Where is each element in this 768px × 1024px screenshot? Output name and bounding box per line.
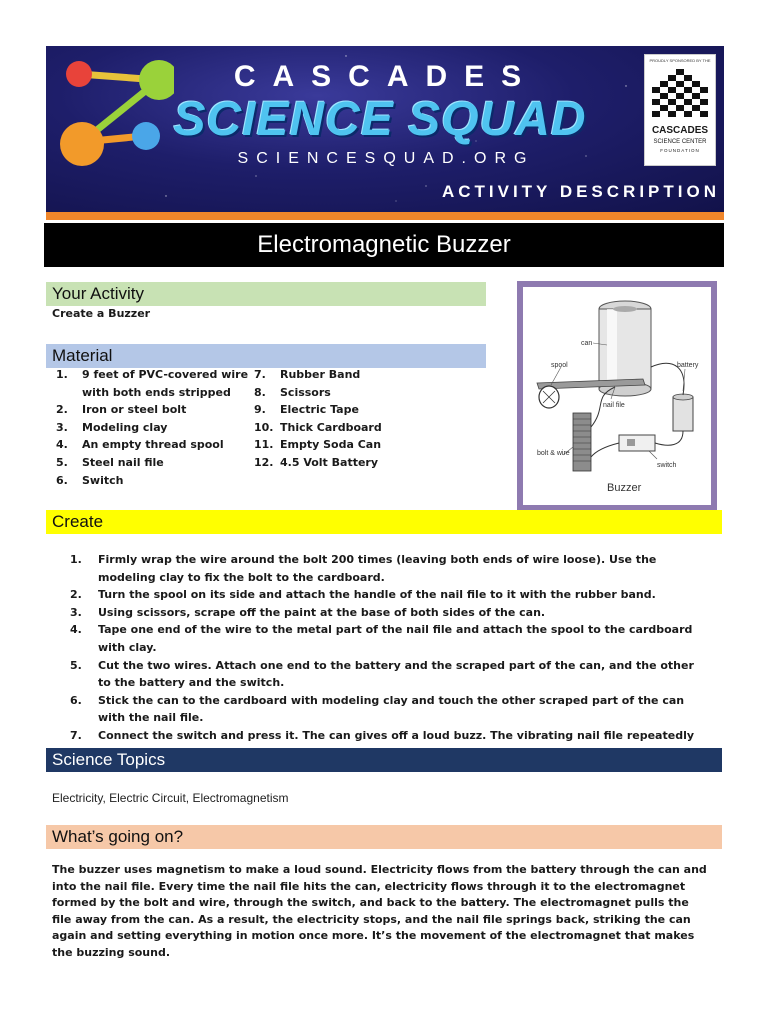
item-text: 9 feet of PVC-covered wire with both ends stripped bbox=[82, 368, 249, 399]
list-item bbox=[254, 436, 454, 454]
list-item bbox=[56, 366, 256, 401]
item-text: Steel nail file bbox=[82, 455, 164, 469]
step-text: Tape one end of the wire to the metal part of the nail file and attach the spool to the cardboard with clay. bbox=[98, 623, 693, 654]
list-item bbox=[70, 692, 710, 727]
sponsor-sub: SCIENCE CENTER bbox=[653, 139, 707, 145]
item-number: 2. bbox=[56, 403, 68, 417]
list-item bbox=[254, 454, 454, 472]
brand-title: SCIENCE SQUAD bbox=[173, 93, 587, 146]
item-number: 10. bbox=[254, 420, 274, 434]
whats-going-on-text: The buzzer uses magnetism to make a loud sound. Electricity flows from the battery through the can and into the nail file. Every time the nail file hits the can, electricity flows through it to the electromagnet formed by the bolt and wire, through the switch, and back to the battery. The electromagnet pulls the file away from the can. As a result, the electricity stops, and the nail file springs back, striking the can again and setting everything in motion once more. It’s the movement of the electromagnet that makes the buzzing sound. bbox=[52, 863, 707, 959]
step-text: Cut the two wires. Attach one end to the battery and the scraped part of the can, and the other to the battery and the switch. bbox=[98, 658, 694, 690]
item-number: 4. bbox=[56, 438, 68, 452]
item-number: 6. bbox=[56, 473, 68, 487]
step-number: 7. bbox=[70, 728, 82, 742]
list-item bbox=[254, 401, 454, 419]
step-number: 3. bbox=[70, 605, 82, 619]
list-item bbox=[56, 436, 256, 454]
brand-word: CASCADES bbox=[233, 60, 539, 93]
material-list-col2 bbox=[254, 366, 454, 472]
step-text: Connect the switch and press it. The can gives off a loud buzz. The vibrating nail file repeatedly bbox=[98, 728, 695, 742]
list-item bbox=[70, 657, 710, 692]
item-text: Electric Tape bbox=[280, 403, 359, 417]
step-text: Firmly wrap the wire around the bolt 200 times (leaving both ends of wire loose). Use the modeling clay to fix the bolt to the cardboard. bbox=[98, 553, 657, 584]
item-number: 12. bbox=[254, 455, 274, 469]
item-number: 5. bbox=[56, 455, 68, 469]
item-text: Thick Cardboard bbox=[280, 420, 382, 434]
list-item bbox=[56, 401, 256, 419]
item-number: 3. bbox=[56, 420, 68, 434]
list-item bbox=[70, 551, 710, 586]
create-steps bbox=[70, 551, 710, 762]
material-heading: Material bbox=[46, 344, 486, 368]
sponsor-sub2: FOUNDATION bbox=[660, 148, 700, 153]
list-item bbox=[254, 384, 454, 402]
item-text: Scissors bbox=[280, 385, 331, 399]
item-text: Empty Soda Can bbox=[280, 438, 382, 452]
list-item bbox=[254, 366, 454, 384]
item-text: Rubber Band bbox=[280, 368, 361, 381]
brand-url[interactable]: SCIENCESQUAD.ORG bbox=[237, 150, 535, 167]
label-bolt-wire: bolt & wire bbox=[537, 450, 570, 457]
item-text: 4.5 Volt Battery bbox=[280, 455, 379, 469]
sponsor-top-text: PROUDLY SPONSORED BY THE bbox=[649, 58, 711, 63]
page-title: Electromagnetic Buzzer bbox=[44, 223, 724, 267]
figure-caption: Buzzer bbox=[607, 482, 642, 494]
label-battery: battery bbox=[677, 362, 699, 369]
step-text: Turn the spool on its side and attach the handle of the nail file to it with the rubber band. bbox=[98, 588, 656, 602]
label-nail-file: nail file bbox=[603, 402, 625, 409]
step-text: Using scissors, scrape off the paint at the base of both sides of the can. bbox=[98, 605, 546, 619]
step-number: 5. bbox=[70, 658, 82, 672]
item-text: Iron or steel bolt bbox=[82, 403, 187, 417]
science-topics-text: Electricity, Electric Circuit, Electromagnetism bbox=[52, 791, 289, 805]
checkered-mountain-icon bbox=[651, 67, 709, 121]
header-banner bbox=[46, 46, 724, 212]
step-number: 2. bbox=[70, 588, 82, 602]
step-text: Stick the can to the cardboard with modeling clay and touch the other scraped part of the can with the nail file. bbox=[98, 693, 685, 725]
list-item bbox=[70, 604, 710, 622]
science-topics-heading: Science Topics bbox=[46, 748, 722, 772]
item-number: 9. bbox=[254, 403, 266, 417]
molecule-logo-icon bbox=[54, 52, 174, 192]
list-item bbox=[56, 419, 256, 437]
list-item bbox=[56, 472, 256, 490]
step-number: 4. bbox=[70, 623, 82, 637]
label-can: can bbox=[581, 340, 593, 347]
material-list-col1 bbox=[56, 366, 256, 489]
list-item bbox=[56, 454, 256, 472]
buzzer-figure bbox=[517, 281, 717, 511]
sponsor-name: CASCADES bbox=[651, 125, 709, 136]
label-switch: switch bbox=[657, 462, 677, 469]
buzzer-diagram bbox=[523, 287, 711, 505]
item-number: 11. bbox=[254, 438, 274, 452]
item-number: 7. bbox=[254, 368, 266, 381]
list-item bbox=[70, 621, 710, 656]
list-item bbox=[70, 586, 710, 604]
step-number: 1. bbox=[70, 553, 82, 566]
item-text: An empty thread spool bbox=[82, 438, 224, 452]
sponsor-logo bbox=[644, 54, 716, 166]
item-number: 1. bbox=[56, 368, 68, 381]
whats-going-on-heading: What’s going on? bbox=[46, 825, 722, 849]
your-activity-text: Create a Buzzer bbox=[52, 307, 151, 320]
item-number: 8. bbox=[254, 385, 266, 399]
activity-description-label: ACTIVITY DESCRIPTION bbox=[441, 182, 720, 201]
create-heading: Create bbox=[46, 510, 722, 534]
list-item bbox=[254, 419, 454, 437]
step-number: 6. bbox=[70, 693, 82, 707]
label-spool: spool bbox=[551, 362, 568, 369]
banner-stripe bbox=[46, 212, 724, 220]
item-text: Switch bbox=[82, 473, 124, 487]
your-activity-heading: Your Activity bbox=[46, 282, 486, 306]
item-text: Modeling clay bbox=[82, 420, 168, 434]
